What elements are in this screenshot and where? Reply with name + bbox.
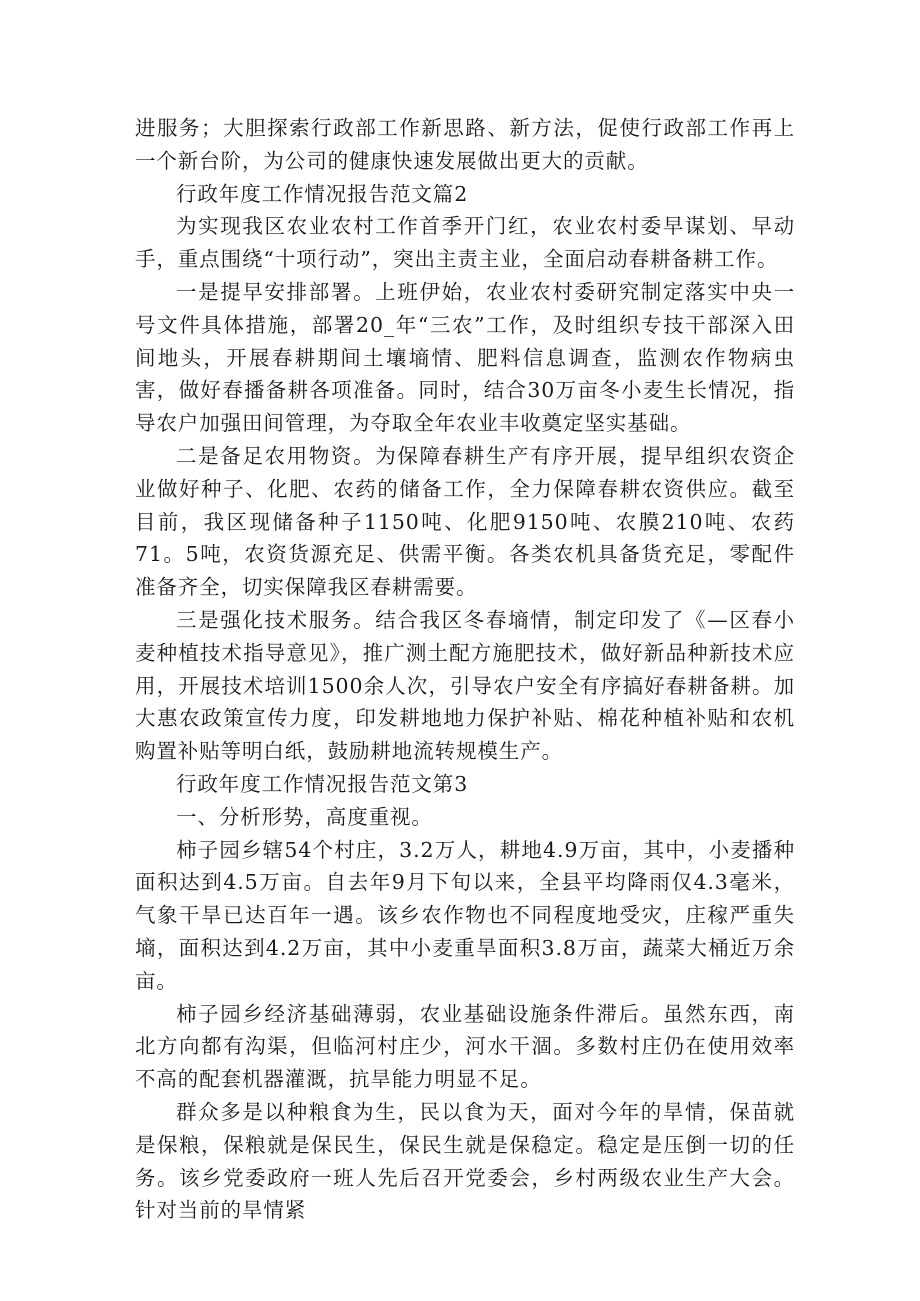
paragraph-drought: 柿子园乡辖54个村庄，3.2万人，耕地4.9万亩，其中，小麦播种面积达到4.5万亩。自去年9月下旬以来，全县平均降雨仅4.3毫米，气象干旱已达百年一遇。该乡农作物也不同程度地受灾，庄稼严重失墒，面积达到4.2万亩，其中小麦重旱面积3.8万亩，蔬菜大桶近万余亩。 [135, 837, 795, 993]
paragraph-stability: 群众多是以种粮食为生，民以食为天，面对今年的旱情，保苗就是保粮，保粮就是保民生，保民生就是保稳定。稳定是压倒一切的任务。该乡党委政府一班人先后召开党委会，乡村两级农业生产大会。针对当前的旱情紧 [135, 1099, 795, 1223]
section-title-3: 行政年度工作情况报告范文第3 [176, 771, 469, 796]
paragraph-economy: 柿子园乡经济基础薄弱，农业基础设施条件滞后。虽然东西，南北方向都有沟渠，但临河村庄少，河水干涸。多数村庄仍在使用效率不高的配套机器灌溉，抗旱能力明显不足。 [135, 1001, 795, 1092]
subheading-analysis: 一、分析形势，高度重视。 [176, 804, 433, 829]
paragraph-continuation: 进服务；大胆探索行政部工作新思路、新方法，促使行政部工作再上一个新台阶，为公司的健康快速发展做出更大的贡献。 [135, 116, 795, 173]
paragraph-tech-service: 三是强化技术服务。结合我区冬春墒情，制定印发了《—区春小麦种植技术指导意见》，推广测土配方施肥技术，做好新品种新技术应用，开展技术培训1500余人次，引导农户安全有序搞好春耕备耕。加大惠农政策宣传力度，印发耕地地力保护补贴、棉花种植补贴和农机购置补贴等明白纸，鼓励耕地流转规模生产。 [135, 607, 795, 764]
paragraph-intro: 为实现我区农业农村工作首季开门红，农业农村委早谋划、早动手，重点围绕“十项行动”，突出主责主业，全面启动春耕备耕工作。 [135, 214, 795, 272]
paragraph-supplies: 二是备足农用物资。为保障春耕生产有序开展，提早组织农资企业做好种子、化肥、农药的储备工作，全力保障春耕农资供应。截至目前，我区现储备种子1150吨、化肥9150吨、农膜210吨、农药71。5吨，农资货源充足、供需平衡。各类农机具备货充足，零配件准备齐全，切实保障我区春耕需要。 [135, 443, 795, 600]
document-body [135, 112, 795, 1227]
section-title-2: 行政年度工作情况报告范文篇2 [176, 181, 469, 206]
paragraph-planning: 一是提早安排部署。上班伊始，农业农村委研究制定落实中央一号文件具体措施，部署20_年“三农”工作，及时组织专技干部深入田间地头，开展春耕期间土壤墒情、肥料信息调查，监测农作物病虫害，做好春播备耕各项准备。同时，结合30万亩冬小麦生长情况，指导农户加强田间管理，为夺取全年农业丰收奠定坚实基础。 [135, 279, 795, 436]
